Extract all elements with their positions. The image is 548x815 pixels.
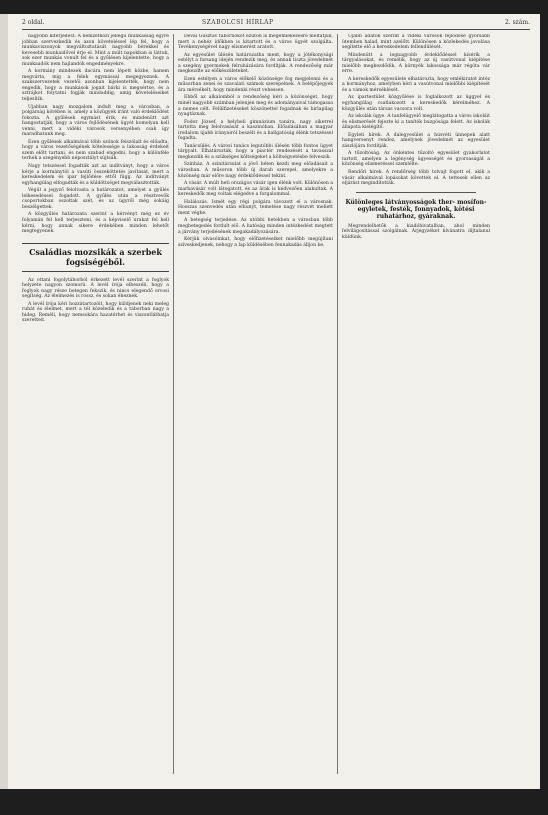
column-divider-2 <box>337 34 338 774</box>
advertisement-text: Megrendelhetők a kiadóhivatalban, ahol minden felvilágosítással szolgálnak. Árjegyzéket kívánatra díjtalanul küldünk. <box>342 223 490 240</box>
paragraph: Halálozás. Ismét egy régi polgára távozott el a városnak. Hosszas szenvedés után elhunyt, temetése nagy részvét mellett ment végbe. <box>178 199 333 216</box>
article-heading <box>22 243 169 272</box>
article-heading-line: fogsiségéből. <box>66 256 125 267</box>
column-2 <box>178 34 333 784</box>
paragraph: Ezen gyűlések alkalmával több szónok felszólalt és előadta, hogy a város vezetőségének kötelessége a lakosság érdekeit szem előtt tartani, és nem szabad engedni, hogy a különféle terhek a szegényebb néposztályt sújtsák. <box>22 139 169 162</box>
paragraph: Ezen estélyen a város előkelő közönsége fog megjelenni és a műsorban zenei és szavalati számok szerepelnek. A belépőjegyek ára mérsékelt, hogy mindenki részt vehessen. <box>178 76 333 93</box>
paragraph: A levél írója kéri hozzátartozóit, hogy küldjenek neki meleg ruhát és élelmet, mert a tél közeledik és a táborban nagy a hideg. Reméli, hogy nemsokára hazatérhet és viszontláthatja szeretteit. <box>22 301 169 324</box>
page-header <box>22 17 530 30</box>
column-1 <box>22 34 169 784</box>
paragraph: Az iskolák ügye. A tanfelügyelő meglátogatta a város iskoláit és elismerését fejezte ki a tanítók buzgósága felett. Az iskolák állapota kielégítő. <box>342 114 490 131</box>
advertisement-divider <box>356 192 476 193</box>
paragraph: Ujabb adatok szerint a vidéki városok fejlődése gyorsabb ütemben halad, mint azelőtt. Különösen a közlekedés javulása segítette elő a kereskedelem fellendülését. <box>342 34 490 51</box>
paragraph: Az ottani fogolytáborból érkezett levél szerint a foglyok helyzete nagyon szomorú. A levél írója elbeszéli, hogy a foglyok nagy része betegen fekszik, és nincs elegendő orvosi segítség. Az élelmezés is rossz, és sokan éheznek. <box>22 277 169 300</box>
paragraph: A betegség terjedése. Az utóbbi hetekben a városban több megbetegedés fordult elő. A hatóság minden intézkedést megtett a járvány terjedésének megakadályozására. <box>178 218 333 235</box>
paragraph: Az ipartestület közgyűlése is foglalkozott az üggyel és egyhangúlag csatlakozott a kereskedők kérelméhez. A közgyűlés után társas vacsora volt. <box>342 95 490 112</box>
advertisement-title: Különleges látványosságok ther- mosífon-egyletek, festék, fonnyadok, kötési ruhatárhoz, gyáraknak. <box>345 198 487 220</box>
paragraph: nagyobb kiterjedést. A nemzetközi jellegű munkásság egyre jobban szervezkedik és azon követeléssel lép fel, hogy a munkaviszonyok megváltoztatását nagyobb bérekkel és kevesebb munkaidővel érje el. Mint a múlt napokban is láttuk, sok ezer munkás vonult fel és a gyűlésen kijelentette, hogy a munkaadók nem hajlandók engedményekre. <box>22 34 169 67</box>
article-heading-line: Családias mozsikák a szerbek <box>29 246 162 257</box>
issue-number: 2. szám. <box>504 19 530 26</box>
paragraph: Rendőri hírek. A rendőrség több tolvajt fogott el, akik a vásár alkalmával lopásokat követtek el. A tettesek ellen az eljárást megindították. <box>342 170 490 187</box>
column-divider-1 <box>173 34 174 774</box>
paragraph: Színház. A szinitársulat a jövő héten kezdi meg előadásait a városban. A műsoron több új darab szerepel, amelyekre a közönség már előre nagy érdeklődéssel tekint. <box>178 162 333 179</box>
newspaper-title: SZABOLCSI HÍRLAP <box>202 19 274 26</box>
paragraph: Kérjük olvasóinkat, hogy előfizetéseiket mielőbb megújítani szíveskedjenek, nehogy a lap küldésében fennakadás álljon be. <box>178 237 333 248</box>
paragraph: Egyleti hírek. A dalegyesület a húsvéti ünnepek alatt hangversenyt rendez, amelynek jövedelmét az egyesület zászlójára fordítják. <box>342 132 490 149</box>
paragraph: A tűzoltóság. Az önkéntes tűzoltó egyesület gyakorlatot tartott, amelyen a legénység ügyességét és gyorsaságát a közönség elismeréssel szemlélte. <box>342 151 490 168</box>
paragraph: Fodor József, a helybeli gimnázium tanára, nagy sikerrel tartotta meg felolvasását a kaszinóban. Előadásában a magyar irodalom újabb irányairól beszélt és a hallgatóság élénk tetszéssel fogadta. <box>178 119 333 142</box>
paragraph: Mindenütt a legnagyobb érdeklődéssel kísérik a tárgyalásokat, és remélik, hogy az új vasútvonal kiépítése mielőbb megkezdődik. A környék lakossága már régóta vár erre. <box>342 52 490 75</box>
paragraph: A közgyűlés határozata szerint a kérvényt még ez év folyamán fel kell terjeszteni, és a képviselő urakat fel kell kérni, hogy annak sikere érdekében minden lehetőt megtegyenek. <box>22 212 169 235</box>
paragraph: Ujabban nagy mozgalom indult meg a városban, a polgárság körében is, amely a közügyek iránt való érdeklődést fokozta. A gyűlések egymást érik, és mindenütt azt hangoztatják, hogy a város fejlődésének ügyét komolyan kell venni, mert a vidéki városok versenyében csak így maradhatunk meg. <box>22 104 169 138</box>
paragraph: A vásár. A múlt heti országos vásár igen élénk volt. Különösen a marhavásár volt látogatott, és az árak is kedvezően alakultak. A kereskedők meg voltak elégedve a forgalommal. <box>178 181 333 198</box>
paragraph: A kormány mindezek dacára nem lépett közbe, hanem megvárta, mig a felek egymással megegyeznek. A szakszervezetek vezetői azonban kijelentették, hogy nem engedik, hogy a munkások jogait bárki is megsértse, és a sztrájkot folytatni fogják mindaddig, amig követeléseiket teljesítik. <box>22 69 169 103</box>
paragraph: A kereskedők egyesülete elhatározta, hogy emlékiratot intéz a kormányhoz, amelyben kéri a vasútvonal mielőbbi kiépítését és a vámok mérséklését. <box>342 76 490 93</box>
paragraph: Tanácsülés. A városi tanács legutóbbi ülésén több fontos ügyet tárgyalt. Elhatározták, hogy a piactér rendezését a tavasszal megkezdik és a szükséges költségeket a költségvetésbe felveszik. <box>178 143 333 160</box>
paragraph: Ebből az alkalomból a rendezőség kéri a közönséget, hogy minél nagyobb számban jelenjen meg és adományaival támogassa a nemes célt. Felülfizetéseket köszönettel fogadnak és hirlapilag nyugtáznak. <box>178 95 333 118</box>
paragraph: Végül a jegyző felolvasta a határozatot, amelyet a gyűlés lelkesedéssel fogadott. A gyűlés után a résztvevők csoportokban oszoltak szét, és az ügyről még sokáig beszélgettek. <box>22 188 169 210</box>
paragraph: Dévai Gusztáv tábornokot ezúton is megemlékezésre méltatjuk, mert a nehéz időkben is kitartott és a város ügyét szolgálta. Tevékenységével nagy elismerést aratott. <box>178 34 333 51</box>
newspaper-page <box>8 14 540 789</box>
column-3 <box>342 34 490 784</box>
page-number-left: 2 oldal. <box>22 19 45 26</box>
paragraph: Az egyesület ülésén határozatba ment, hogy a jótékonysági estélyt a farsang idején rendezik meg, és annak tiszta jövedelmét a szegény gyermekek felruházására fordítják. A rendezőség már megkezdte az előkészületeket. <box>178 52 333 75</box>
paragraph: Nagy tetszéssel fogadták azt az indítványt, hogy a város kérje a kormánytól a vasúti összeköttetés javítását, mert a kereskedelem és ipar fejlődése ettől függ. Az indítványt egyhangúlag elfogadták és a küldöttséget megválasztották. <box>22 164 169 186</box>
